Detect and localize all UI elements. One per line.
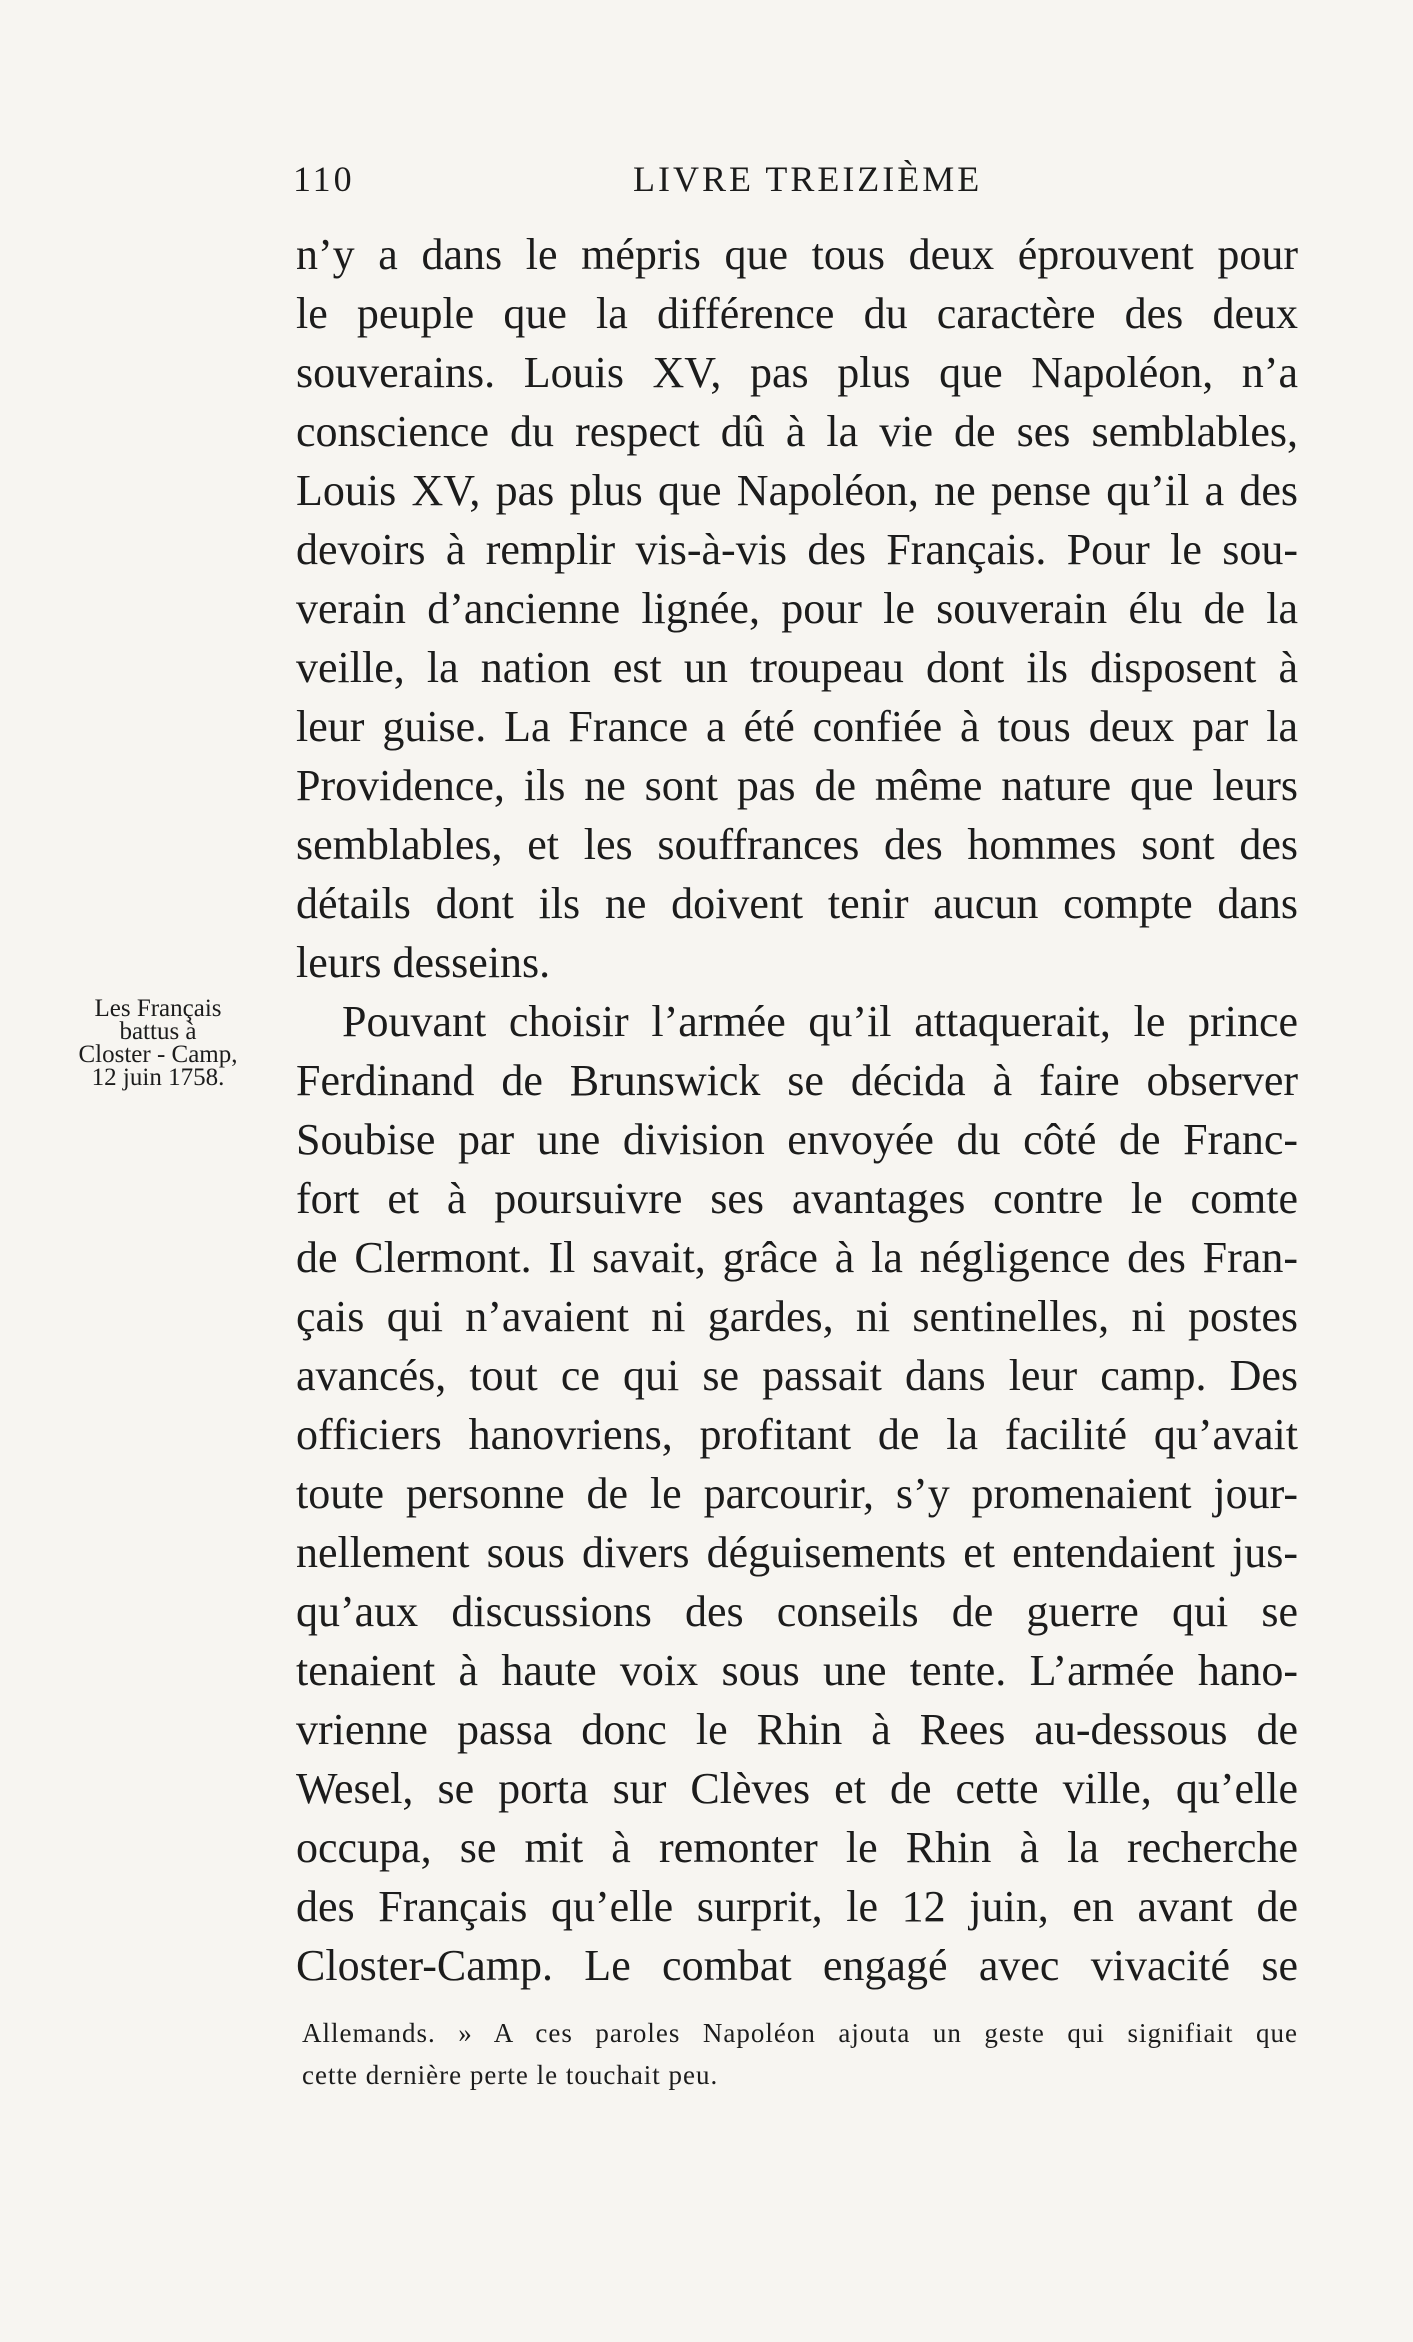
- page-number: 110: [293, 159, 355, 199]
- margin-note: [42, 997, 274, 1089]
- footnote-line: cette dernière perte le touchait peu.: [302, 2060, 719, 2090]
- margin-note-line: 12 juin 1758.: [91, 1064, 225, 1091]
- margin-note-line: Closter - Camp,: [78, 1041, 238, 1068]
- text-line: toute personne de le parcourir, s’y promenaient jour-: [296, 1469, 1298, 1518]
- paragraph-first-line: Pouvant choisir l’armée qu’il attaquerait, le prince: [342, 997, 1298, 1046]
- text-line: occupa, se mit à remonter le Rhin à la recherche: [296, 1823, 1298, 1872]
- text-line: des Français qu’elle surprit, le 12 juin, en avant de: [296, 1882, 1298, 1931]
- text-line: le peuple que la différence du caractère des deux: [296, 289, 1298, 338]
- margin-note-line: Les Français: [94, 995, 222, 1022]
- text-line: n’y a dans le mépris que tous deux éprouvent pour: [296, 230, 1298, 279]
- text-line: fort et à poursuivre ses avantages contre le comte: [296, 1174, 1298, 1223]
- text-line: Soubise par une division envoyée du côté de Franc-: [296, 1115, 1298, 1164]
- footnote-line: Allemands. » A ces paroles Napoléon ajouta un geste qui signifiait que: [302, 2018, 1298, 2048]
- running-title: LIVRE TREIZIÈME: [633, 159, 983, 199]
- text-line: Ferdinand de Brunswick se décida à faire observer: [296, 1056, 1298, 1105]
- text-line: conscience du respect dû à la vie de ses semblables,: [296, 407, 1298, 456]
- text-line: souverains. Louis XV, pas plus que Napoléon, n’a: [296, 348, 1298, 397]
- margin-note-line: battus à: [119, 1018, 197, 1045]
- footnote: [302, 2012, 1298, 2096]
- text-line: qu’aux discussions des conseils de guerre qui se: [296, 1587, 1298, 1636]
- text-line: vrienne passa donc le Rhin à Rees au-dessous de: [296, 1705, 1298, 1754]
- text-line: officiers hanovriens, profitant de la facilité qu’avait: [296, 1410, 1298, 1459]
- text-line: tenaient à haute voix sous une tente. L’armée hano-: [296, 1646, 1298, 1695]
- running-head: [293, 158, 1298, 206]
- text-line: leurs desseins.: [296, 938, 551, 987]
- text-line: verain d’ancienne lignée, pour le souverain élu de la: [296, 584, 1298, 633]
- text-line: nellement sous divers déguisements et entendaient jus-: [296, 1528, 1298, 1577]
- text-line: Wesel, se porta sur Clèves et de cette ville, qu’elle: [296, 1764, 1298, 1813]
- text-line: Closter-Camp. Le combat engagé avec vivacité se: [296, 1941, 1298, 1990]
- body-text: [296, 225, 1298, 1995]
- text-line: semblables, et les souffrances des hommes sont des: [296, 820, 1298, 869]
- text-line: çais qui n’avaient ni gardes, ni sentinelles, ni postes: [296, 1292, 1298, 1341]
- text-line: veille, la nation est un troupeau dont ils disposent à: [296, 643, 1298, 692]
- text-line: détails dont ils ne doivent tenir aucun compte dans: [296, 879, 1298, 928]
- text-line: Providence, ils ne sont pas de même nature que leurs: [296, 761, 1298, 810]
- text-line: Louis XV, pas plus que Napoléon, ne pense qu’il a des: [296, 466, 1298, 515]
- text-line: de Clermont. Il savait, grâce à la négligence des Fran-: [296, 1233, 1298, 1282]
- text-line: leur guise. La France a été confiée à tous deux par la: [296, 702, 1298, 751]
- text-line: devoirs à remplir vis-à-vis des Français. Pour le sou-: [296, 525, 1298, 574]
- text-line: avancés, tout ce qui se passait dans leur camp. Des: [296, 1351, 1298, 1400]
